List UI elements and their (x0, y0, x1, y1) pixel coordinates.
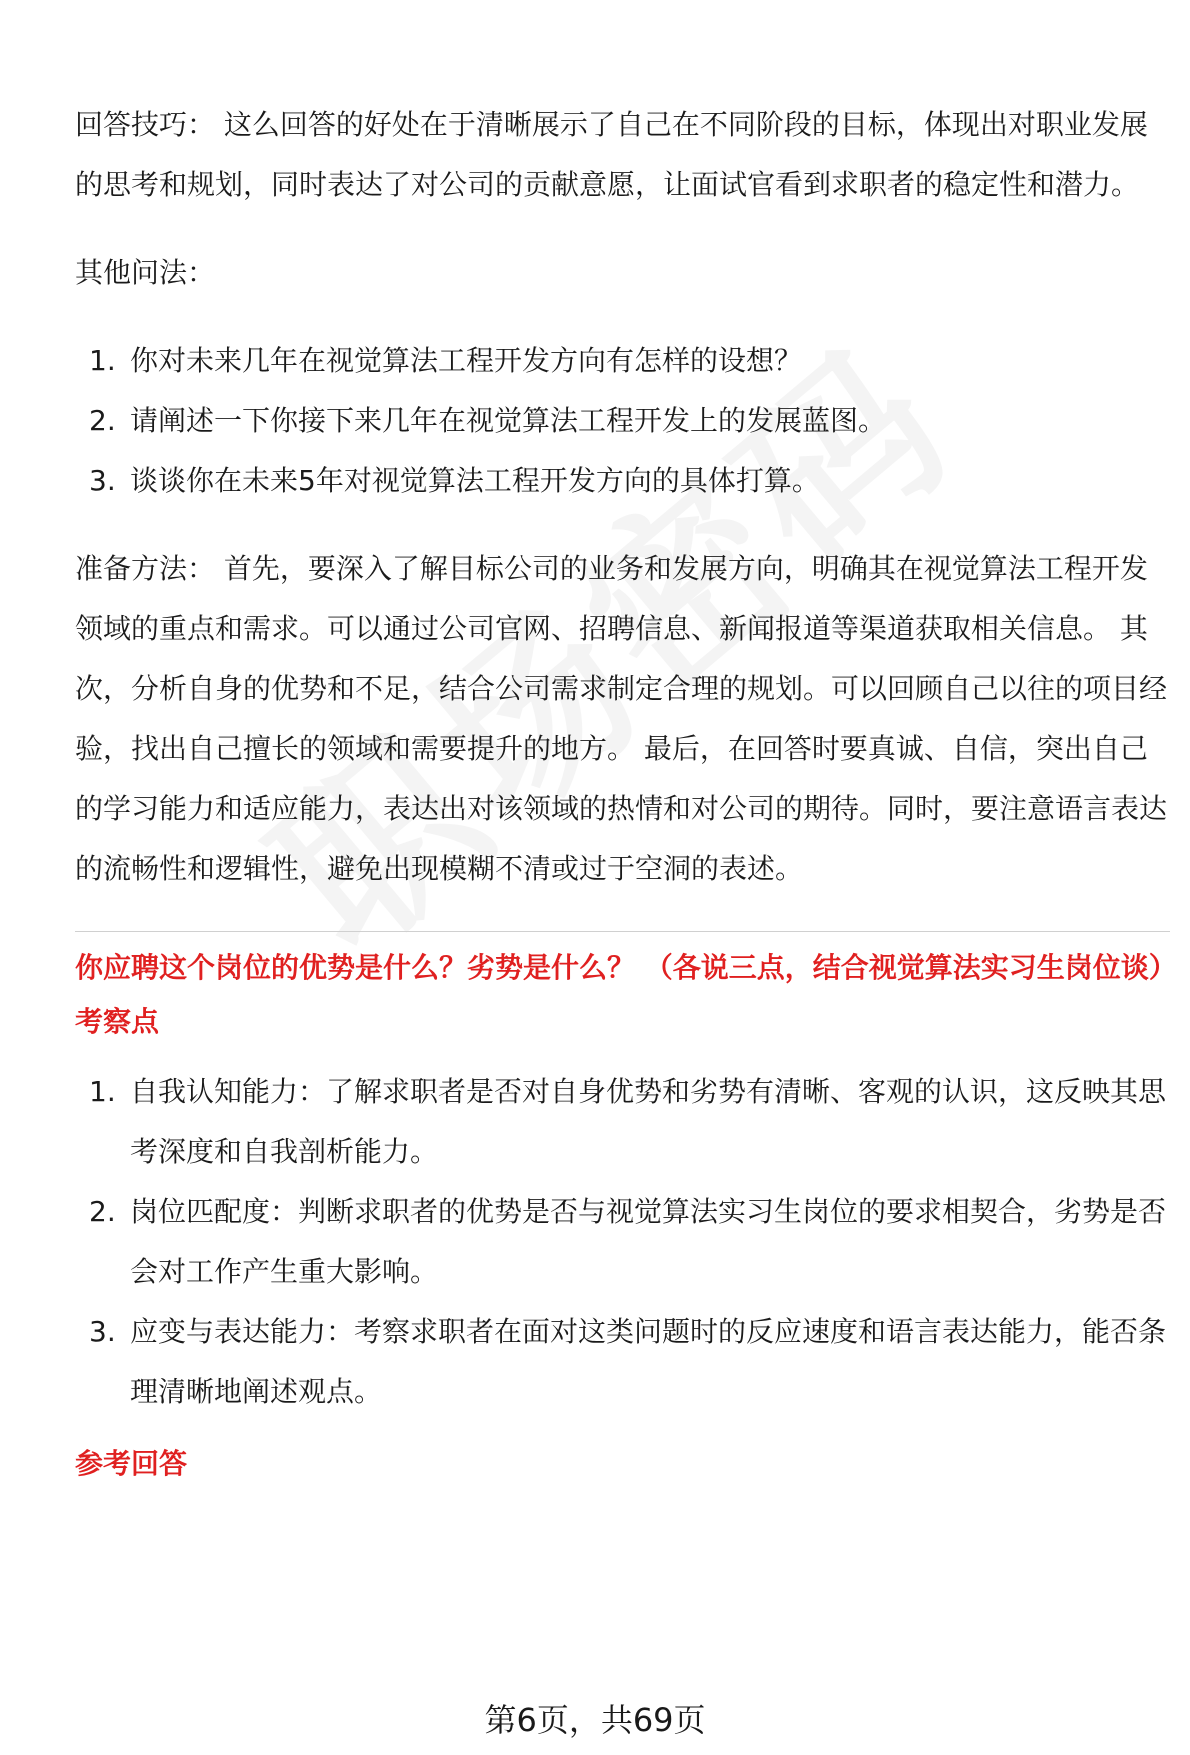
list-item-number: 3. (89, 1315, 116, 1348)
focus-points-list (75, 1062, 1170, 1422)
list-item-text: 谈谈你在未来5年对视觉算法工程开发方向的具体打算。 (130, 464, 820, 497)
other-questions-label: 其他问法： (75, 256, 216, 289)
list-item-number: 2. (89, 404, 116, 437)
list-item-number: 1. (89, 1075, 116, 1108)
list-item-text: 应变与表达能力：考察求职者在面对这类问题时的反应速度和语言表达能力，能否条理清晰地阐述观点。 (130, 1315, 1167, 1408)
list-item-text: 自我认知能力：了解求职者是否对自身优势和劣势有清晰、客观的认识，这反映其思考深度和自我剖析能力。 (130, 1075, 1167, 1168)
preparation-paragraph: 准备方法： 首先，要深入了解目标公司的业务和发展方向，明确其在视觉算法工程开发领域的重点和需求。可以通过公司官网、招聘信息、新闻报道等渠道获取相关信息。 其次，分析自身的优势和不足，结合公司需求制定合理的规划。可以回顾自己以往的项目经验，找出自己擅长的领域和需要提升的地方。 最后，在回答时要真诚、自信，突出自己的学习能力和适应能力，表达出对该领域的热情和对公司的期待。同时，要注意语言表达的流畅性和逻辑性，避免出现模糊不清或过于空洞的表述。 (75, 552, 1168, 885)
list-item (75, 1302, 1170, 1422)
page-number: 第6页，共69页 (484, 1701, 706, 1739)
list-item-text: 你对未来几年在视觉算法工程开发方向有怎样的设想？ (130, 344, 803, 377)
list-item (75, 331, 1170, 391)
list-item-number: 2. (89, 1195, 116, 1228)
focus-points-heading: 考察点 (75, 1005, 160, 1038)
list-item-number: 3. (89, 464, 116, 497)
list-item (75, 451, 1170, 511)
question-title: 你应聘这个岗位的优势是什么？劣势是什么？ （各说三点，结合视觉算法实习生岗位谈） (75, 951, 1177, 984)
answer-tips-paragraph: 回答技巧： 这么回答的好处在于清晰展示了自己在不同阶段的目标，体现出对职业发展的思考和规划，同时表达了对公司的贡献意愿，让面试官看到求职者的稳定性和潜力。 (75, 108, 1148, 201)
list-item (75, 391, 1170, 451)
list-item-number: 1. (89, 344, 116, 377)
section-divider (75, 931, 1170, 932)
reference-answer-heading: 参考回答 (75, 1447, 188, 1480)
list-item (75, 1062, 1170, 1182)
list-item-text: 岗位匹配度：判断求职者的优势是否与视觉算法实习生岗位的要求相契合，劣势是否会对工作产生重大影响。 (130, 1195, 1167, 1288)
list-item (75, 1182, 1170, 1302)
page-content (75, 95, 1177, 1484)
other-questions-list (75, 331, 1170, 511)
list-item-text: 请阐述一下你接下来几年在视觉算法工程开发上的发展蓝图。 (130, 404, 887, 437)
